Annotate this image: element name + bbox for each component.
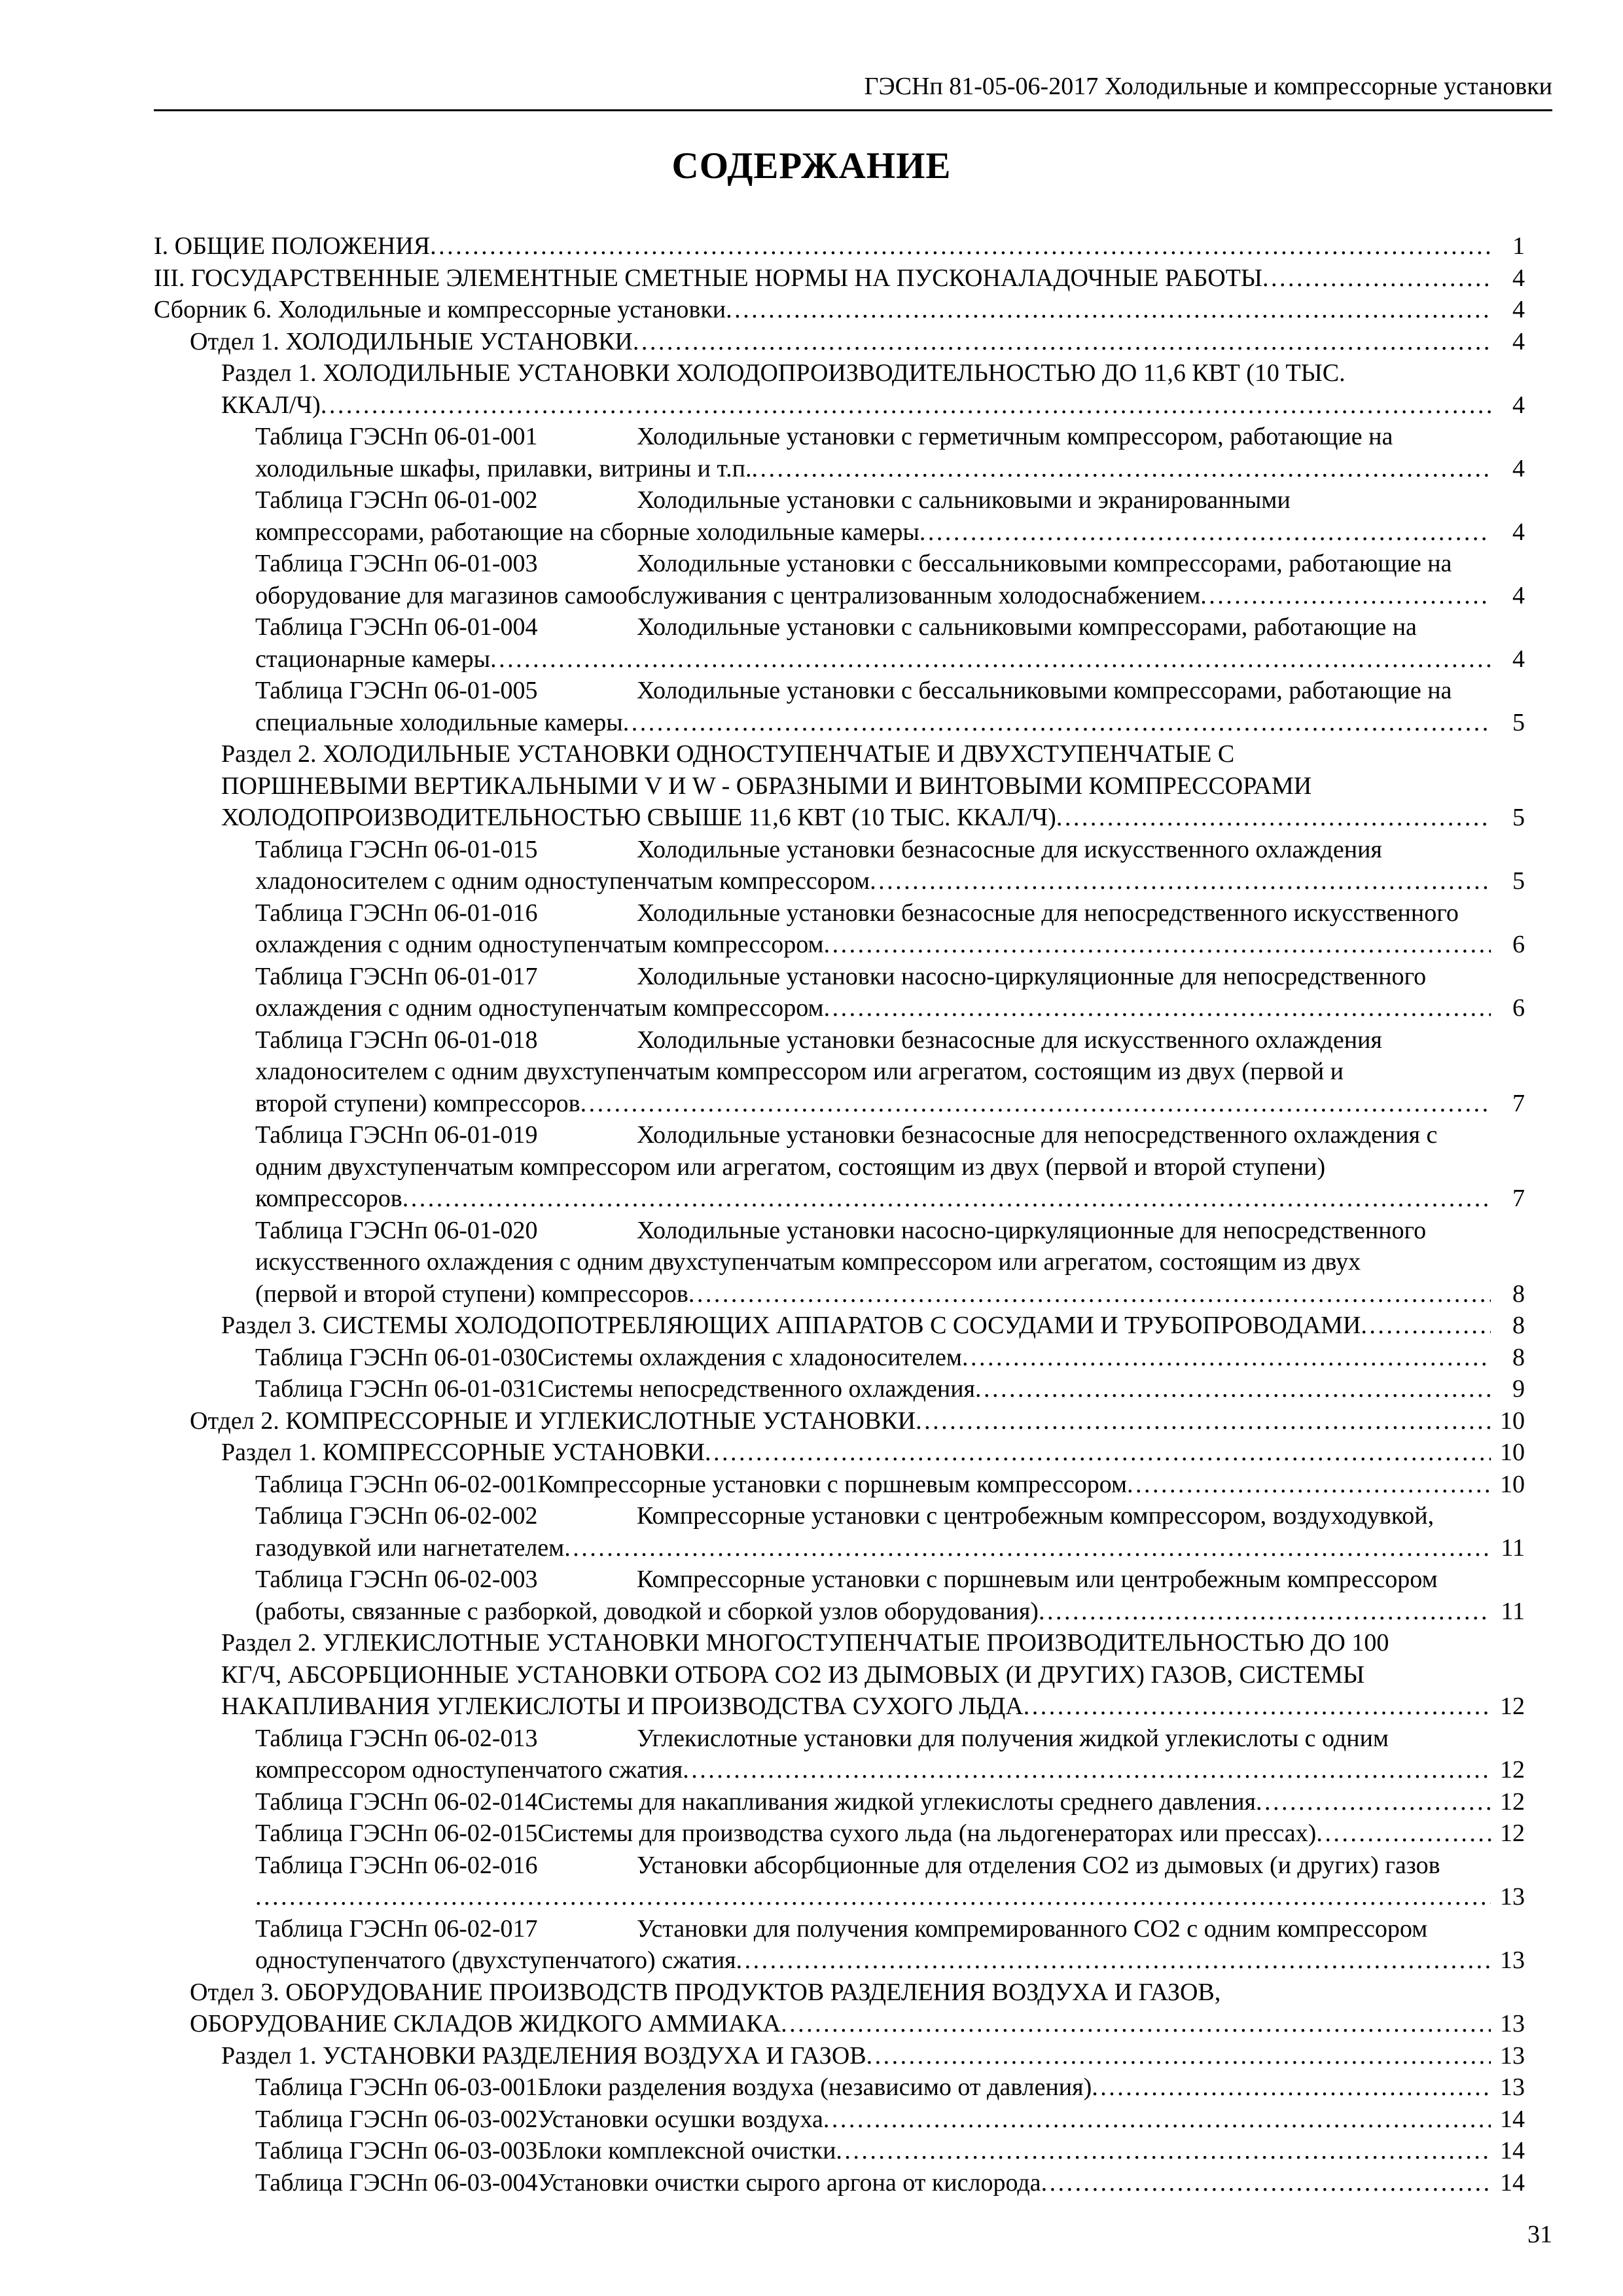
entry-page-number: 13	[1500, 2073, 1525, 2101]
table-of-contents	[154, 230, 1525, 2198]
table-entry-first-line	[255, 1850, 1491, 1882]
entry-page-number: 12	[1500, 1693, 1525, 1720]
toc-entry[interactable]	[154, 484, 1525, 548]
dot-leader	[736, 1945, 1491, 1977]
dot-leader	[1316, 1818, 1491, 1850]
entry-last-line	[255, 1754, 1491, 1786]
table-title: Блоки комплексной очистки	[537, 2137, 836, 2164]
entry-last-line	[190, 1405, 1491, 1437]
table-code: Таблица ГЭСНп 06-01-003	[255, 550, 538, 577]
entry-last-line	[255, 992, 1491, 1024]
entry-last-line	[255, 2135, 1491, 2167]
entry-page-number: 14	[1500, 2105, 1525, 2133]
entry-text: НАКАПЛИВАНИЯ УГЛЕКИСЛОТЫ И ПРОИЗВОДСТВА СУХОГО ЛЬДА	[221, 1693, 1024, 1720]
table-title: Холодильные установки с бессальниковыми компрессорами, работающие на	[637, 677, 1452, 704]
table-entry-first-line	[255, 1913, 1491, 1945]
toc-entry[interactable]	[154, 421, 1525, 484]
table-title: Холодильные установки насосно-циркуляционные для непосредственного	[637, 1216, 1427, 1244]
toc-entry[interactable]	[154, 2135, 1525, 2167]
dot-leader	[1092, 2072, 1491, 2104]
table-title: Холодильные установки безнасосные для искусственного охлаждения	[637, 1026, 1382, 1054]
entry-last-line	[255, 1786, 1491, 1818]
entry-page-number: 10	[1500, 1439, 1525, 1466]
dot-leader	[564, 1532, 1491, 1564]
entry-page-number: 10	[1500, 1407, 1525, 1435]
entry-text: компрессором одноступенчатого сжатия	[255, 1756, 683, 1784]
entry-text: ХОЛОДОПРОИЗВОДИТЕЛЬНОСТЬЮ СВЫШЕ 11,6 КВТ (10 ТЫС. ККАЛ/Ч)	[221, 804, 1056, 831]
entry-text: ККАЛ/Ч)	[221, 391, 321, 419]
entry-page-number: 4	[1512, 454, 1525, 482]
entry-last-line	[255, 516, 1491, 548]
entry-line: Отдел 3. ОБОРУДОВАНИЕ ПРОИЗВОДСТВ ПРОДУКТОВ РАЗДЕЛЕНИЯ ВОЗДУХА И ГАЗОВ,	[190, 1978, 1221, 2006]
entry-page-number: 8	[1512, 1343, 1525, 1371]
entry-last-line	[255, 1088, 1491, 1120]
toc-entry[interactable]	[154, 675, 1525, 738]
entry-page-number: 4	[1512, 645, 1525, 673]
toc-entry[interactable]	[154, 1215, 1525, 1310]
toc-entry[interactable]	[154, 2040, 1525, 2072]
entry-page-number: 14	[1500, 2137, 1525, 2164]
page-title: СОДЕРЖАНИЕ	[671, 145, 952, 187]
entry-text: охлаждения с одним одноступенчатым компрессором	[255, 994, 824, 1022]
entry-last-line	[255, 707, 1491, 739]
table-code: Таблица ГЭСНп 06-02-017	[255, 1914, 538, 1943]
toc-entry[interactable]	[154, 897, 1525, 961]
table-title: Холодильные установки безнасосные для искусственного охлаждения	[637, 835, 1382, 863]
entry-last-line	[255, 865, 1491, 897]
table-title: Холодильные установки насосно-циркуляционные для непосредственного	[637, 962, 1427, 990]
table-code: Таблица ГЭСНп 06-01-018	[255, 1026, 538, 1054]
table-code: Таблица ГЭСНп 06-02-003	[255, 1566, 538, 1593]
entry-page-number: 4	[1512, 391, 1525, 419]
entry-text: III. ГОСУДАРСТВЕННЫЕ ЭЛЕМЕНТНЫЕ СМЕТНЫЕ НОРМЫ НА ПУСКОНАЛАДОЧНЫЕ РАБОТЫ	[154, 264, 1263, 292]
toc-entry[interactable]	[154, 2167, 1525, 2199]
toc-entry[interactable]	[154, 357, 1525, 421]
table-title: Установки очистки сырого аргона от кислорода	[537, 2168, 1041, 2197]
table-code: Таблица ГЭСНп 06-01-015	[255, 835, 538, 863]
entry-page-number: 4	[1512, 327, 1525, 355]
entry-page-number: 12	[1500, 1820, 1525, 1847]
entry-page-number: 6	[1512, 931, 1525, 958]
entry-page-number: 8	[1512, 1280, 1525, 1308]
toc-entry[interactable]	[154, 2104, 1525, 2136]
table-entry-first-line	[255, 675, 1491, 707]
toc-entry[interactable]	[154, 1373, 1525, 1405]
dot-leader	[1200, 580, 1491, 612]
table-title: Установки абсорбционные для отделения СО2 из дымовых (и других) газов	[637, 1851, 1440, 1879]
toc-entry[interactable]	[154, 548, 1525, 611]
table-title: Холодильные установки с герметичным компрессором, работающие на	[637, 423, 1393, 450]
entry-last-line	[154, 230, 1491, 262]
entry-page-number: 6	[1512, 994, 1525, 1022]
toc-entry[interactable]	[154, 1119, 1525, 1215]
dot-leader	[726, 294, 1491, 326]
entry-page-number: 1	[1512, 232, 1525, 260]
toc-entry[interactable]	[154, 1405, 1525, 1437]
dot-leader	[866, 2040, 1491, 2072]
table-code: Таблица ГЭСНп 06-01-019	[255, 1121, 538, 1149]
entry-last-line	[255, 1596, 1491, 1628]
table-entry-first-line	[255, 961, 1491, 993]
table-code: Таблица ГЭСНп 06-01-004	[255, 613, 538, 641]
table-title: Системы для производства сухого льда (на льдогенераторах или прессах)	[537, 1820, 1317, 1847]
table-title: Системы для накапливания жидкой углекислоты среднего давления	[537, 1787, 1257, 1816]
table-title: Системы охлаждения с хладоносителем	[537, 1343, 962, 1371]
toc-entry[interactable]	[154, 1850, 1525, 1913]
entry-line: Раздел 1. ХОЛОДИЛЬНЫЕ УСТАНОВКИ ХОЛОДОПРОИЗВОДИТЕЛЬНОСТЬЮ ДО 11,6 КВТ (10 ТЫС.	[221, 359, 1346, 387]
entry-text: (первой и второй ступени) компрессоров	[255, 1280, 688, 1308]
table-code: Таблица ГЭСНп 06-01-002	[255, 486, 538, 514]
entry-last-line	[255, 1532, 1491, 1564]
dot-leader	[402, 1183, 1491, 1215]
entry-last-line	[221, 1437, 1491, 1469]
table-title: Холодильные установки с сальниковыми компрессорами, работающие на	[637, 613, 1417, 641]
entry-last-line	[255, 2167, 1491, 2199]
entry-line: КГ/Ч, АБСОРБЦИОННЫЕ УСТАНОВКИ ОТБОРА СО2 ИЗ ДЫМОВЫХ (И ДРУГИХ) ГАЗОВ, СИСТЕМЫ	[221, 1660, 1365, 1689]
dot-leader	[623, 707, 1491, 739]
entry-last-line	[255, 453, 1491, 485]
dot-leader	[633, 326, 1491, 358]
table-title: Блоки разделения воздуха (независимо от давления)	[537, 2073, 1092, 2101]
table-code: Таблица ГЭСНп 06-03-003	[255, 2137, 538, 2164]
table-code: Таблица ГЭСНп 06-02-016	[255, 1851, 538, 1879]
toc-entry[interactable]	[154, 1723, 1525, 1786]
entry-last-line	[255, 2104, 1491, 2136]
toc-entry[interactable]	[154, 1342, 1525, 1374]
entry-last-line	[255, 2072, 1491, 2104]
entry-page-number: 5	[1512, 708, 1525, 736]
entry-text: Отдел 2. КОМПРЕССОРНЫЕ И УГЛЕКИСЛОТНЫЕ УСТАНОВКИ	[190, 1407, 916, 1435]
dot-leader	[870, 865, 1491, 897]
table-code: Таблица ГЭСНп 06-02-014	[255, 1787, 538, 1816]
toc-entry[interactable]	[154, 1977, 1525, 2040]
table-entry-first-line	[255, 611, 1491, 643]
entry-last-line	[221, 802, 1491, 834]
entry-page-number: 12	[1500, 1787, 1525, 1816]
dot-leader	[975, 1373, 1491, 1405]
entry-text: охлаждения с одним одноступенчатым компрессором	[255, 931, 824, 958]
toc-entry[interactable]	[154, 1437, 1525, 1469]
entry-line: искусственного охлаждения с одним двухступенчатым компрессором или агрегатом, состоящим из двух	[255, 1248, 1361, 1276]
entry-page-number: 13	[1500, 2041, 1525, 2070]
table-title: Системы непосредственного охлаждения	[537, 1375, 976, 1403]
table-code: Таблица ГЭСНп 06-01-030	[255, 1343, 538, 1371]
dot-leader	[1127, 1469, 1491, 1501]
dot-leader	[962, 1342, 1491, 1374]
entry-text: I. ОБЩИЕ ПОЛОЖЕНИЯ	[154, 232, 431, 260]
table-entry-first-line	[255, 1215, 1491, 1247]
table-code: Таблица ГЭСНп 06-01-005	[255, 677, 538, 704]
dot-leader	[836, 2135, 1491, 2167]
toc-entry[interactable]	[154, 1469, 1525, 1501]
table-code: Таблица ГЭСНп 06-01-020	[255, 1216, 538, 1244]
entry-page-number: 13	[1500, 1883, 1525, 1910]
dot-leader	[1039, 1596, 1491, 1628]
dot-leader	[781, 2008, 1491, 2040]
entry-last-line	[255, 1342, 1491, 1374]
entry-text: хладоносителем с одним одноступенчатым компрессором	[255, 867, 870, 895]
dot-leader	[916, 1405, 1491, 1437]
entry-page-number: 5	[1512, 804, 1525, 831]
entry-last-line	[255, 1373, 1491, 1405]
entry-text: Сборник 6. Холодильные и компрессорные установки	[154, 296, 726, 323]
table-code: Таблица ГЭСНп 06-02-002	[255, 1502, 538, 1530]
entry-page-number: 4	[1512, 296, 1525, 323]
entry-last-line	[255, 643, 1491, 675]
toc-entry[interactable]	[154, 1786, 1525, 1818]
toc-entry[interactable]	[154, 1627, 1525, 1723]
entry-page-number: 11	[1501, 1597, 1525, 1625]
entry-last-line	[154, 294, 1491, 326]
toc-entry[interactable]	[154, 294, 1525, 326]
dot-leader	[430, 230, 1491, 262]
entry-text: Раздел 1. УСТАНОВКИ РАЗДЕЛЕНИЯ ВОЗДУХА И ГАЗОВ	[221, 2041, 866, 2070]
entry-page-number: 10	[1500, 1470, 1525, 1498]
dot-leader	[752, 453, 1491, 485]
entry-last-line	[154, 262, 1491, 295]
table-title: Компрессорные установки с центробежным компрессором, воздуходувкой,	[637, 1502, 1435, 1530]
entry-last-line	[221, 1310, 1491, 1342]
toc-entry[interactable]	[154, 1500, 1525, 1564]
table-title: Компрессорные установки с поршневым или центробежным компрессором	[637, 1566, 1438, 1593]
entry-line: одним двухступенчатым компрессором или агрегатом, состоящим из двух (первой и второй ступени)	[255, 1153, 1326, 1181]
dot-leader	[824, 992, 1491, 1024]
entry-page-number: 13	[1500, 2010, 1525, 2037]
table-title: Холодильные установки безнасосные для непосредственного охлаждения с	[637, 1121, 1438, 1149]
table-code: Таблица ГЭСНп 06-02-015	[255, 1820, 538, 1847]
entry-text: (работы, связанные с разборкой, доводкой и сборкой узлов оборудования)	[255, 1597, 1039, 1625]
table-title: Установки для получения компремированного СО2 с одним компрессором	[637, 1914, 1428, 1943]
toc-entry[interactable]	[154, 738, 1525, 834]
dot-leader	[1024, 1691, 1491, 1723]
table-entry-first-line	[255, 1119, 1491, 1151]
entry-last-line	[255, 580, 1491, 612]
entry-last-line	[255, 929, 1491, 961]
dot-leader	[490, 643, 1491, 675]
table-entry-first-line	[255, 484, 1491, 516]
entry-text: второй ступени) компрессоров	[255, 1089, 580, 1117]
dot-leader	[1361, 1310, 1491, 1342]
entry-page-number: 7	[1512, 1185, 1525, 1212]
page-number: 31	[1527, 2221, 1552, 2248]
entry-text: холодильные шкафы, прилавки, витрины и т.п.	[255, 454, 752, 482]
dot-leader	[683, 1754, 1491, 1786]
dot-leader	[1256, 1786, 1491, 1818]
table-title: Установки осушки воздуха	[537, 2105, 823, 2133]
entry-page-number: 8	[1512, 1312, 1525, 1339]
dot-leader	[919, 516, 1491, 548]
entry-last-line	[255, 1945, 1491, 1977]
entry-last-line	[190, 2008, 1491, 2040]
entry-last-line	[255, 1818, 1491, 1850]
running-header: ГЭСНп 81-05-06-2017 Холодильные и компрессорные установки	[864, 73, 1552, 100]
entry-text: Отдел 1. ХОЛОДИЛЬНЫЕ УСТАНОВКИ	[190, 327, 633, 355]
table-title: Холодильные установки безнасосные для непосредственного искусственного	[637, 899, 1459, 927]
table-code: Таблица ГЭСНп 06-03-002	[255, 2105, 538, 2133]
entry-page-number: 7	[1512, 1089, 1525, 1117]
entry-page-number: 9	[1512, 1375, 1525, 1403]
table-entry-first-line	[255, 897, 1491, 929]
header-rule	[154, 109, 1552, 111]
entry-line: Раздел 2. ХОЛОДИЛЬНЫЕ УСТАНОВКИ ОДНОСТУПЕНЧАТЫЕ И ДВУХСТУПЕНЧАТЫЕ С	[221, 740, 1235, 768]
toc-entry[interactable]	[154, 230, 1525, 262]
entry-page-number: 11	[1501, 1534, 1525, 1562]
dot-leader	[688, 1278, 1491, 1310]
table-title: Холодильные установки с бессальниковыми компрессорами, работающие на	[637, 550, 1452, 577]
entry-last-line	[255, 1881, 1491, 1913]
entry-text: стационарные камеры	[255, 645, 491, 673]
toc-entry[interactable]	[154, 1818, 1525, 1850]
entry-text: газодувкой или нагнетателем	[255, 1534, 565, 1562]
toc-entry[interactable]	[154, 1913, 1525, 1977]
entry-text: компрессорами, работающие на сборные холодильные камеры	[255, 518, 919, 546]
entry-line: хладоносителем с одним двухступенчатым компрессором или агрегатом, состоящим из двух (первой и	[255, 1058, 1344, 1085]
table-entry-first-line	[255, 1723, 1491, 1755]
entry-text: Раздел 1. КОМПРЕССОРНЫЕ УСТАНОВКИ	[221, 1439, 705, 1466]
toc-entry[interactable]	[154, 2072, 1525, 2104]
entry-last-line	[255, 1469, 1491, 1501]
entry-text: оборудование для магазинов самообслуживания с централизованным холодоснабжением	[255, 581, 1201, 609]
dot-leader	[255, 1881, 1491, 1913]
entry-page-number: 14	[1500, 2168, 1525, 2197]
entry-page-number: 4	[1512, 518, 1525, 546]
toc-entry[interactable]	[154, 961, 1525, 1024]
entry-page-number: 4	[1512, 581, 1525, 609]
toc-entry[interactable]	[154, 262, 1525, 295]
entry-text: ОБОРУДОВАНИЕ СКЛАДОВ ЖИДКОГО АММИАКА	[190, 2010, 781, 2037]
table-code: Таблица ГЭСНп 06-01-017	[255, 962, 538, 990]
dot-leader	[580, 1088, 1491, 1120]
table-code: Таблица ГЭСНп 06-01-016	[255, 899, 538, 927]
dot-leader	[705, 1437, 1491, 1469]
entry-line: ПОРШНЕВЫМИ ВЕРТИКАЛЬНЫМИ V И W - ОБРАЗНЫМИ И ВИНТОВЫМИ КОМПРЕССОРАМИ	[221, 772, 1312, 800]
table-entry-first-line	[255, 1564, 1491, 1596]
dot-leader	[1056, 802, 1491, 834]
table-title: Холодильные установки с сальниковыми и экранированными	[637, 486, 1291, 514]
entry-text: Раздел 3. СИСТЕМЫ ХОЛОДОПОТРЕБЛЯЮЩИХ АППАРАТОВ С СОСУДАМИ И ТРУБОПРОВОДАМИ	[221, 1312, 1361, 1339]
entry-page-number: 4	[1512, 264, 1525, 292]
table-title: Компрессорные установки с поршневым компрессором	[537, 1470, 1128, 1498]
dot-leader	[1262, 262, 1491, 295]
toc-entry[interactable]	[154, 1310, 1525, 1342]
toc-entry[interactable]	[154, 611, 1525, 675]
table-code: Таблица ГЭСНп 06-02-001	[255, 1470, 538, 1498]
toc-entry[interactable]	[154, 1564, 1525, 1627]
entry-last-line	[221, 2040, 1491, 2072]
dot-leader	[1041, 2167, 1491, 2199]
entry-last-line	[221, 1691, 1491, 1723]
table-entry-first-line	[255, 548, 1491, 580]
entry-text: одноступенчатого (двухступенчатого) сжатия	[255, 1946, 736, 1974]
table-entry-first-line	[255, 834, 1491, 866]
entry-page-number: 13	[1500, 1946, 1525, 1974]
table-code: Таблица ГЭСНп 06-02-013	[255, 1724, 538, 1752]
table-entry-first-line	[255, 421, 1491, 453]
table-title: Углекислотные установки для получения жидкой углекислоты с одним	[637, 1724, 1389, 1752]
table-entry-first-line	[255, 1500, 1491, 1532]
toc-entry[interactable]	[154, 1024, 1525, 1120]
entry-last-line	[190, 326, 1491, 358]
table-code: Таблица ГЭСНп 06-03-001	[255, 2073, 538, 2101]
entry-text: специальные холодильные камеры	[255, 708, 623, 736]
toc-entry[interactable]	[154, 326, 1525, 358]
table-code: Таблица ГЭСНп 06-01-031	[255, 1375, 538, 1403]
dot-leader	[824, 929, 1491, 961]
table-code: Таблица ГЭСНп 06-01-001	[255, 423, 538, 450]
entry-last-line	[221, 389, 1491, 422]
toc-entry[interactable]	[154, 834, 1525, 897]
table-entry-first-line	[255, 1024, 1491, 1056]
entry-page-number: 5	[1512, 867, 1525, 895]
dot-leader	[823, 2104, 1491, 2136]
entry-text: компрессоров	[255, 1185, 402, 1212]
entry-line: Раздел 2. УГЛЕКИСЛОТНЫЕ УСТАНОВКИ МНОГОСТУПЕНЧАТЫЕ ПРОИЗВОДИТЕЛЬНОСТЬЮ ДО 100	[221, 1629, 1389, 1657]
entry-last-line	[255, 1278, 1491, 1310]
table-code: Таблица ГЭСНп 06-03-004	[255, 2168, 538, 2197]
entry-last-line	[255, 1183, 1491, 1215]
dot-leader	[321, 389, 1491, 422]
entry-page-number: 12	[1500, 1756, 1525, 1784]
